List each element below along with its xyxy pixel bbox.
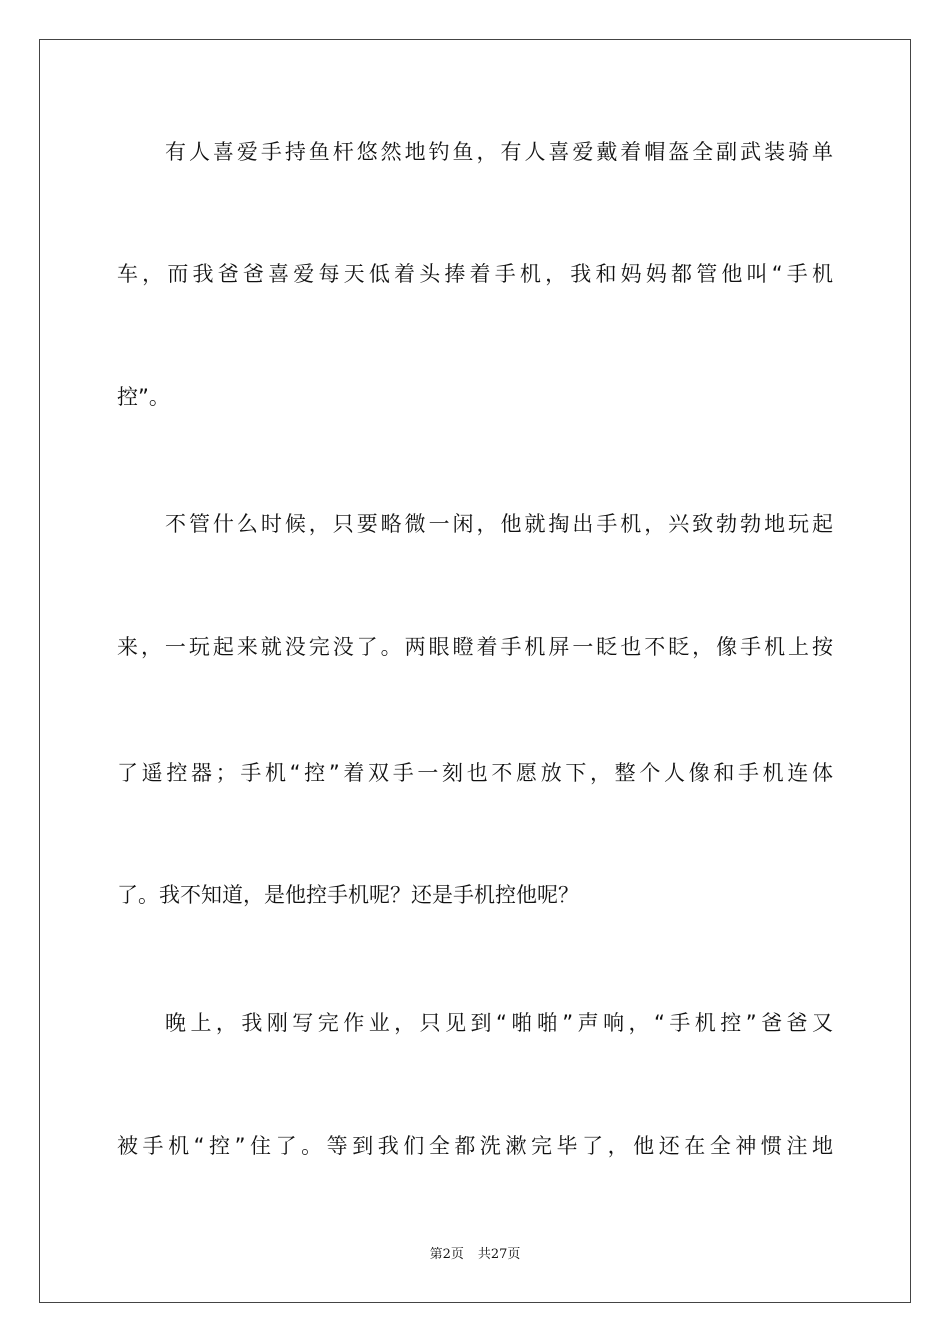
paragraph-2-line-4: 了。我不知道，是他控手机呢？还是手机控他呢？	[117, 883, 579, 907]
paragraph-2-line-2: 来，一玩起来就没完没了。两眼瞪着手机屏一眨也不眨，像手机上按	[117, 635, 833, 659]
page-number: 第2页	[429, 1247, 464, 1262]
page-frame	[39, 39, 911, 1303]
paragraph-3-line-2: 被手机“控”住了。等到我们全都洗漱完毕了，他还在全神惯注地	[117, 1134, 833, 1158]
page-total: 共27页	[477, 1247, 521, 1262]
paragraph-1-line-1: 有人喜爱手持鱼杆悠然地钓鱼，有人喜爱戴着帽盔全副武装骑单	[165, 140, 833, 164]
paragraph-2-line-3: 了遥控器；手机“控”着双手一刻也不愿放下，整个人像和手机连体	[117, 761, 833, 785]
paragraph-2-line-1: 不管什么时候，只要略微一闲，他就掏出手机，兴致勃勃地玩起	[165, 512, 833, 536]
paragraph-3-line-1: 晚上，我刚写完作业，只见到“啪啪”声响，“手机控”爸爸又	[165, 1011, 833, 1035]
paragraph-1-line-2: 车，而我爸爸喜爱每天低着头捧着手机，我和妈妈都管他叫“手机	[117, 262, 833, 286]
paragraph-1-line-3: 控”。	[117, 385, 170, 409]
page-footer	[0, 1246, 950, 1264]
